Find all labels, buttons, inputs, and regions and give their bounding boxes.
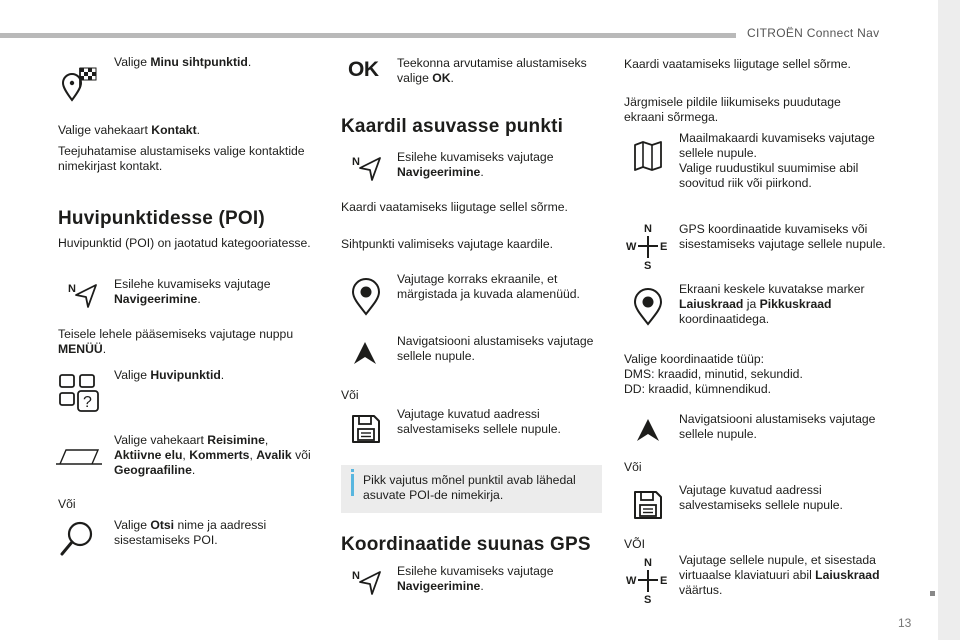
page-edge-strip bbox=[938, 0, 960, 640]
svg-text:N: N bbox=[352, 156, 360, 168]
svg-text:W: W bbox=[626, 241, 637, 253]
world-map-icon bbox=[632, 140, 664, 172]
search-poi-text: Valige Otsi nime ja aadressi sisestamiseks POI. bbox=[114, 518, 267, 547]
destination-flag-icon bbox=[58, 66, 98, 104]
navigation-icon bbox=[350, 154, 382, 184]
tap-screen-text: Vajutage korraks ekraanile, et märgistada ja kuvada alamenüüd. bbox=[397, 272, 580, 301]
select-destination-text: Sihtpunkti valimiseks vajutage kaardile. bbox=[341, 237, 554, 251]
ok-start-text: Teekonna arvutamise alustamiseks valige OK. bbox=[397, 56, 587, 85]
marker-text: Ekraani keskele kuvatakse marker Laiuskraad ja Pikkuskraad koordinaatidega. bbox=[679, 282, 865, 326]
start-navigation-text-2: Navigatsiooni alustamiseks vajutage sellele nupule. bbox=[679, 412, 876, 441]
svg-text:E: E bbox=[660, 241, 668, 253]
move-map-text: Kaardi vaatamiseks liigutage sellel sõrme. bbox=[341, 200, 568, 214]
svg-text:W: W bbox=[626, 575, 637, 587]
svg-text:N: N bbox=[644, 557, 652, 569]
info-box bbox=[341, 465, 602, 513]
latitude-keyboard-text: Vajutage sellele nupule, et sisestada virtuaalse klaviatuuri abil Laiuskraad väärtus. bbox=[679, 553, 880, 597]
svg-text:N: N bbox=[644, 223, 652, 235]
select-poi-text: Valige Huvipunktid. bbox=[114, 368, 225, 382]
info-text: Pikk vajutus mõnel punktil avab lähedal asuvate POI-de nimekirja. bbox=[363, 473, 576, 502]
navigate-arrow-icon bbox=[352, 340, 378, 366]
page-number: 13 bbox=[898, 616, 912, 630]
svg-text:?: ? bbox=[83, 394, 92, 411]
start-navigation-text-1: Navigatsiooni alustamiseks vajutage sellele nupule. bbox=[397, 334, 594, 363]
save-icon bbox=[350, 413, 382, 445]
gps-compass-icon bbox=[626, 222, 670, 270]
navigation-icon bbox=[66, 281, 98, 311]
home-nav-text-3: Esilehe kuvamiseks vajutage Navigeerimine. bbox=[397, 564, 554, 593]
navigation-icon bbox=[350, 568, 382, 598]
coordinate-type-text: Valige koordinaatide tüüp: DMS: kraadid, minutid, sekundid. DD: kraadid, kümnendikud. bbox=[624, 352, 803, 396]
navigate-arrow-icon bbox=[635, 417, 661, 443]
location-pin-icon bbox=[633, 288, 663, 326]
home-nav-text-1: Esilehe kuvamiseks vajutage Navigeerimine. bbox=[114, 277, 271, 306]
gps-heading: Koordinaatide suunas GPS bbox=[341, 534, 591, 555]
svg-text:N: N bbox=[352, 570, 360, 582]
save-address-text-2: Vajutage kuvatud aadressi salvestamiseks sellele nupule. bbox=[679, 483, 843, 512]
poi-intro-text: Huvipunktid (POI) on jaotatud kategooriatesse. bbox=[58, 236, 311, 250]
search-icon bbox=[60, 521, 94, 557]
svg-text:N: N bbox=[68, 283, 76, 295]
category-selection-text: Valige vahekaart Reisimine, Aktiivne elu, Kommerts, Avalik või Geograafiline. bbox=[114, 433, 311, 477]
save-icon bbox=[632, 489, 664, 521]
info-icon bbox=[351, 474, 354, 496]
contact-guidance-text: Teejuhatamise alustamiseks valige kontaktide nimekirjast kontakt. bbox=[58, 144, 305, 173]
menu-button-text: Teisele lehele pääsemiseks vajutage nuppu MENÜÜ. bbox=[58, 327, 294, 356]
svg-text:E: E bbox=[660, 575, 668, 587]
brand-label: CITROËN Connect Nav bbox=[747, 26, 880, 40]
save-address-text-1: Vajutage kuvatud aadressi salvestamiseks sellele nupule. bbox=[397, 407, 561, 436]
move-map-text-2: Kaardi vaatamiseks liigutage sellel sõrme. bbox=[624, 57, 851, 71]
poi-heading: Huvipunktidesse (POI) bbox=[58, 208, 265, 229]
header-rule bbox=[0, 33, 736, 38]
svg-text:S: S bbox=[644, 594, 652, 606]
gps-coordinates-text: GPS koordinaatide kuvamiseks või sisestamiseks vajutage sellele nupule. bbox=[679, 222, 886, 251]
or-label-3: Või bbox=[624, 460, 642, 474]
location-pin-icon bbox=[351, 278, 381, 316]
next-image-text: Järgmisele pildile liikumiseks puudutage ekraani sõrmega. bbox=[624, 95, 841, 124]
world-map-text: Maailmakaardi kuvamiseks vajutage sellele nupule. Valige ruudustikul suumimise abil soovitud riik või piirkond. bbox=[679, 131, 875, 190]
home-nav-text-2: Esilehe kuvamiseks vajutage Navigeerimine. bbox=[397, 150, 554, 179]
or-label-4: VÕI bbox=[624, 537, 645, 551]
map-point-heading: Kaardil asuvasse punkti bbox=[341, 116, 564, 137]
contact-tab-text: Valige vahekaart Kontakt. bbox=[58, 123, 201, 137]
ok-icon: OK bbox=[348, 58, 379, 81]
gps-compass-icon bbox=[626, 556, 670, 604]
or-label-2: Või bbox=[341, 388, 359, 402]
svg-text:S: S bbox=[644, 260, 652, 272]
continue-marker bbox=[930, 591, 935, 596]
my-destinations-text: Valige Minu sihtpunktid. bbox=[114, 55, 252, 69]
poi-categories-icon bbox=[58, 373, 102, 413]
category-tabs-icon bbox=[56, 446, 102, 466]
or-label-1: Või bbox=[58, 497, 76, 511]
